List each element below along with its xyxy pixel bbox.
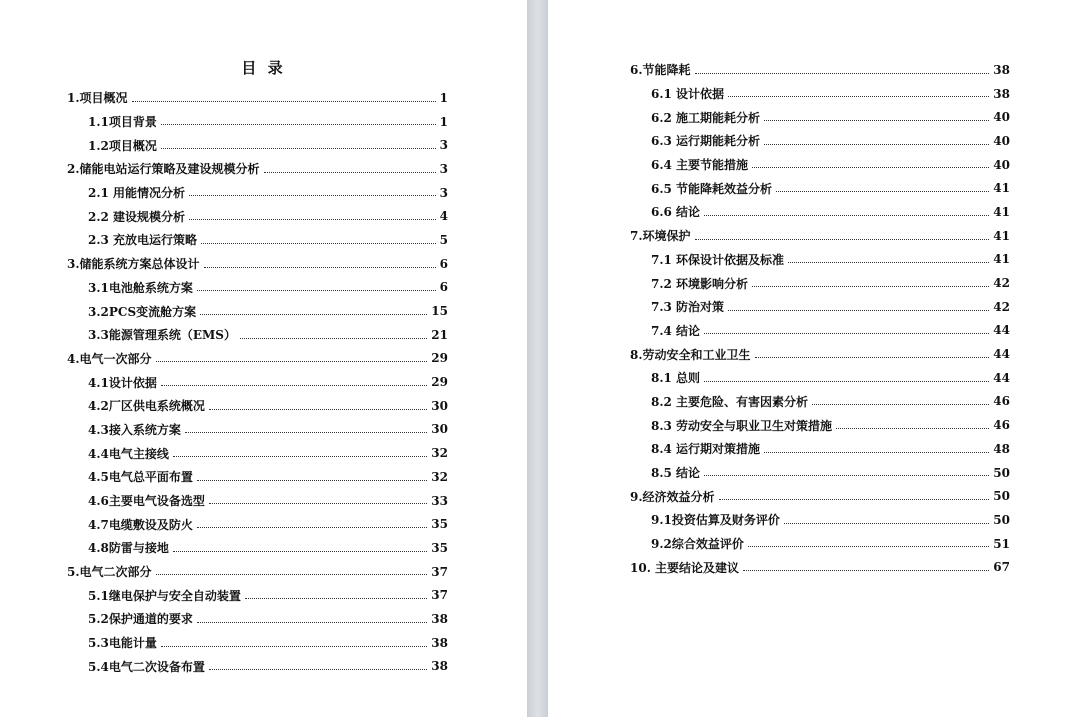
toc-leader-dots <box>728 309 989 311</box>
toc-entry-page-number: 33 <box>431 493 448 508</box>
toc-leader-dots <box>197 479 427 481</box>
toc-entry-label: 3.2PCS变流舱方案 <box>88 304 197 319</box>
toc-entry-page-number: 1 <box>439 114 448 129</box>
toc-leader-dots <box>695 238 990 240</box>
toc-entry-label: 4.电气一次部分 <box>67 351 152 366</box>
toc-entry-label: 4.8防雷与接地 <box>88 541 169 556</box>
document-page-left <box>0 0 527 717</box>
toc-entry-page-number: 42 <box>993 276 1010 291</box>
toc-leader-dots <box>836 427 989 429</box>
toc-entry-label: 9.1投资估算及财务评价 <box>651 513 780 528</box>
toc-entry-page-number: 51 <box>993 536 1010 551</box>
toc-leader-dots <box>704 332 989 334</box>
toc-entry-page-number: 41 <box>993 228 1010 243</box>
toc-entry-page-number: 1 <box>439 90 448 105</box>
toc-entry-label: 6.3 运行期能耗分析 <box>651 134 761 149</box>
toc-entry-label: 6.4 主要节能措施 <box>651 158 749 173</box>
toc-entry[interactable] <box>67 299 448 323</box>
toc-entry-label: 3.储能系统方案总体设计 <box>67 257 200 272</box>
toc-entry[interactable] <box>67 418 448 442</box>
toc-entry[interactable] <box>630 271 1010 295</box>
toc-leader-dots <box>245 597 427 599</box>
toc-entry-label: 6.2 施工期能耗分析 <box>651 110 761 125</box>
toc-entry[interactable] <box>630 508 1010 532</box>
toc-leader-dots <box>264 171 436 173</box>
toc-entry-label: 4.6主要电气设备选型 <box>88 494 205 509</box>
toc-entry-page-number: 41 <box>993 204 1010 219</box>
toc-leader-dots <box>161 147 436 149</box>
toc-entry[interactable] <box>630 555 1010 579</box>
toc-entry-page-number: 37 <box>431 564 448 579</box>
toc-entry-label: 10. 主要结论及建议 <box>630 560 740 575</box>
toc-entry[interactable] <box>630 319 1010 343</box>
toc-entry-label: 5.1继电保护与安全自动装置 <box>88 588 241 603</box>
toc-entry-page-number: 40 <box>993 110 1010 125</box>
toc-entry-label: 7.1 环保设计依据及标准 <box>651 252 785 267</box>
toc-entry[interactable] <box>630 153 1010 177</box>
toc-entry[interactable] <box>630 224 1010 248</box>
toc-entry[interactable] <box>630 82 1010 106</box>
toc-entry[interactable] <box>67 583 448 607</box>
toc-entry[interactable] <box>630 295 1010 319</box>
toc-entry-label: 4.1设计依据 <box>88 375 157 390</box>
toc-entry-label: 4.4电气主接线 <box>88 446 169 461</box>
toc-entry-label: 2.3 充放电运行策略 <box>88 233 198 248</box>
toc-leader-dots <box>156 573 428 575</box>
toc-entry[interactable] <box>630 105 1010 129</box>
toc-leader-dots <box>748 545 989 547</box>
toc-entry-label: 8.劳动安全和工业卫生 <box>630 347 751 362</box>
toc-entry-page-number: 32 <box>431 469 448 484</box>
toc-entry-label: 5.电气二次部分 <box>67 565 152 580</box>
toc-leader-dots <box>719 498 990 500</box>
toc-entry-page-number: 40 <box>993 157 1010 172</box>
toc-entry-page-number: 38 <box>993 62 1010 77</box>
toc-entry-page-number: 3 <box>439 185 448 200</box>
toc-entry-label: 9.2综合效益评价 <box>651 537 744 552</box>
toc-entry-page-number: 44 <box>993 370 1010 385</box>
toc-leader-dots <box>752 166 989 168</box>
toc-entry-label: 6.1 设计依据 <box>651 87 725 102</box>
toc-entry-label: 2.储能电站运行策略及建设规模分析 <box>67 162 260 177</box>
toc-leader-dots <box>173 550 427 552</box>
toc-entry-page-number: 35 <box>431 540 448 555</box>
toc-entry-label: 4.5电气总平面布置 <box>88 470 193 485</box>
toc-entry-page-number: 32 <box>431 446 448 461</box>
toc-entry-label: 1.2项目概况 <box>88 138 157 153</box>
toc-leader-dots <box>752 285 989 287</box>
toc-leader-dots <box>197 289 436 291</box>
toc-entry-page-number: 15 <box>431 304 448 319</box>
toc-entry-page-number: 48 <box>993 441 1010 456</box>
toc-entry[interactable] <box>67 110 448 134</box>
toc-entry[interactable] <box>67 655 448 679</box>
toc-entry-label: 8.5 结论 <box>651 466 701 481</box>
toc-entry-page-number: 38 <box>431 635 448 650</box>
toc-entry-label: 6.5 节能降耗效益分析 <box>651 181 773 196</box>
toc-entry-label: 2.1 用能情况分析 <box>88 186 186 201</box>
toc-leader-dots <box>695 72 990 74</box>
toc-entry-label: 5.2保护通道的要求 <box>88 612 193 627</box>
toc-leader-dots <box>209 668 427 670</box>
toc-entry-page-number: 40 <box>993 133 1010 148</box>
toc-entry[interactable] <box>630 200 1010 224</box>
toc-entry-page-number: 35 <box>431 517 448 532</box>
document-page-right <box>548 0 1080 717</box>
toc-entry-label: 7.3 防治对策 <box>651 300 725 315</box>
toc-entry[interactable] <box>67 465 448 489</box>
toc-entry-label: 3.1电池舱系统方案 <box>88 280 193 295</box>
toc-leader-dots <box>728 95 989 97</box>
toc-entry-page-number: 50 <box>993 489 1010 504</box>
toc-entry[interactable] <box>630 58 1010 82</box>
toc-entry-page-number: 42 <box>993 299 1010 314</box>
toc-entry[interactable] <box>630 532 1010 556</box>
toc-leader-dots <box>812 403 989 405</box>
toc-entry-page-number: 41 <box>993 181 1010 196</box>
toc-leader-dots <box>704 380 989 382</box>
toc-entry-label: 6.6 结论 <box>651 205 701 220</box>
toc-leader-dots <box>776 190 989 192</box>
toc-entry-label: 8.4 运行期对策措施 <box>651 442 761 457</box>
toc-entry[interactable] <box>630 366 1010 390</box>
toc-entry[interactable] <box>67 607 448 631</box>
toc-entry[interactable] <box>67 560 448 584</box>
toc-entry-page-number: 30 <box>431 398 448 413</box>
toc-entry[interactable] <box>67 347 448 371</box>
toc-entry[interactable] <box>630 390 1010 414</box>
toc-entry-page-number: 38 <box>431 659 448 674</box>
toc-entry[interactable] <box>67 86 448 110</box>
toc-entry[interactable] <box>67 441 448 465</box>
toc-leader-dots <box>743 569 989 571</box>
toc-leader-dots <box>197 526 427 528</box>
toc-entry[interactable] <box>67 489 448 513</box>
toc-leader-dots <box>161 645 427 647</box>
toc-entry[interactable] <box>67 133 448 157</box>
toc-entry-label: 4.2厂区供电系统概况 <box>88 399 205 414</box>
toc-leader-dots <box>704 214 989 216</box>
toc-leader-dots <box>209 408 427 410</box>
toc-entry[interactable] <box>630 413 1010 437</box>
toc-entry-page-number: 21 <box>431 327 448 342</box>
toc-entry[interactable] <box>67 181 448 205</box>
toc-entry-label: 8.2 主要危险、有害因素分析 <box>651 394 809 409</box>
toc-entry-label: 7.4 结论 <box>651 323 701 338</box>
toc-entry-page-number: 3 <box>439 161 448 176</box>
toc-entry-label: 5.4电气二次设备布置 <box>88 659 205 674</box>
toc-leader-dots <box>189 194 436 196</box>
toc-entry-label: 7.环境保护 <box>630 229 691 244</box>
toc-leader-dots <box>173 455 427 457</box>
toc-entry-label: 1.项目概况 <box>67 91 128 106</box>
toc-entry[interactable] <box>67 228 448 252</box>
toc-entry[interactable] <box>67 276 448 300</box>
toc-entry-page-number: 46 <box>993 394 1010 409</box>
toc-leader-dots <box>784 522 989 524</box>
toc-leader-dots <box>755 356 990 358</box>
toc-leader-dots <box>704 474 989 476</box>
toc-list-left <box>67 86 448 678</box>
toc-entry-page-number: 41 <box>993 252 1010 267</box>
toc-entry-label: 4.7电缆敷设及防火 <box>88 517 193 532</box>
page-gap <box>527 0 548 717</box>
toc-entry[interactable] <box>630 342 1010 366</box>
toc-entry[interactable] <box>67 631 448 655</box>
toc-entry[interactable] <box>67 252 448 276</box>
toc-entry[interactable] <box>67 512 448 536</box>
toc-entry-page-number: 4 <box>439 209 448 224</box>
toc-leader-dots <box>209 502 427 504</box>
toc-entry-page-number: 6 <box>439 280 448 295</box>
toc-entry-label: 5.3电能计量 <box>88 636 157 651</box>
toc-entry-page-number: 67 <box>993 560 1010 575</box>
toc-entry[interactable] <box>630 176 1010 200</box>
toc-entry-page-number: 29 <box>431 351 448 366</box>
toc-leader-dots <box>156 360 428 362</box>
toc-entry-page-number: 30 <box>431 422 448 437</box>
toc-entry[interactable] <box>67 204 448 228</box>
toc-leader-dots <box>764 143 989 145</box>
toc-leader-dots <box>764 451 989 453</box>
toc-title: 目 录 <box>241 59 286 77</box>
toc-entry-label: 1.1项目背景 <box>88 115 157 130</box>
toc-entry-page-number: 37 <box>431 588 448 603</box>
toc-entry-label: 9.经济效益分析 <box>630 489 715 504</box>
toc-entry[interactable] <box>630 129 1010 153</box>
toc-entry-page-number: 5 <box>439 232 448 247</box>
toc-entry-label: 8.3 劳动安全与职业卫生对策措施 <box>651 418 833 433</box>
toc-leader-dots <box>161 384 427 386</box>
toc-entry[interactable] <box>67 157 448 181</box>
toc-entry[interactable] <box>630 484 1010 508</box>
toc-entry-label: 8.1 总则 <box>651 371 701 386</box>
toc-leader-dots <box>200 313 427 315</box>
toc-entry[interactable] <box>630 437 1010 461</box>
toc-entry-label: 2.2 建设规模分析 <box>88 209 186 224</box>
toc-entry-label: 6.节能降耗 <box>630 63 691 78</box>
toc-leader-dots <box>240 337 427 339</box>
toc-entry-page-number: 38 <box>993 86 1010 101</box>
toc-leader-dots <box>201 242 436 244</box>
toc-entry[interactable] <box>67 323 448 347</box>
toc-entry-page-number: 46 <box>993 418 1010 433</box>
toc-entry-label: 4.3接入系统方案 <box>88 422 181 437</box>
toc-entry-page-number: 3 <box>439 138 448 153</box>
toc-entry[interactable] <box>630 248 1010 272</box>
toc-list-right <box>630 58 1010 579</box>
toc-entry-page-number: 50 <box>993 512 1010 527</box>
toc-entry-label: 3.3能源管理系统（EMS） <box>88 328 236 343</box>
toc-entry-page-number: 6 <box>439 256 448 271</box>
toc-entry[interactable] <box>67 536 448 560</box>
toc-leader-dots <box>132 100 436 102</box>
toc-entry[interactable] <box>630 461 1010 485</box>
toc-entry-page-number: 50 <box>993 465 1010 480</box>
toc-entry-page-number: 38 <box>431 611 448 626</box>
toc-leader-dots <box>185 431 427 433</box>
toc-entry[interactable] <box>67 394 448 418</box>
toc-leader-dots <box>764 119 989 121</box>
toc-leader-dots <box>204 266 436 268</box>
toc-entry-page-number: 44 <box>993 347 1010 362</box>
toc-leader-dots <box>788 261 989 263</box>
toc-entry-page-number: 44 <box>993 323 1010 338</box>
toc-leader-dots <box>189 218 436 220</box>
toc-leader-dots <box>197 621 427 623</box>
toc-leader-dots <box>161 123 436 125</box>
toc-entry-page-number: 29 <box>431 375 448 390</box>
toc-entry[interactable] <box>67 370 448 394</box>
toc-entry-label: 7.2 环境影响分析 <box>651 276 749 291</box>
